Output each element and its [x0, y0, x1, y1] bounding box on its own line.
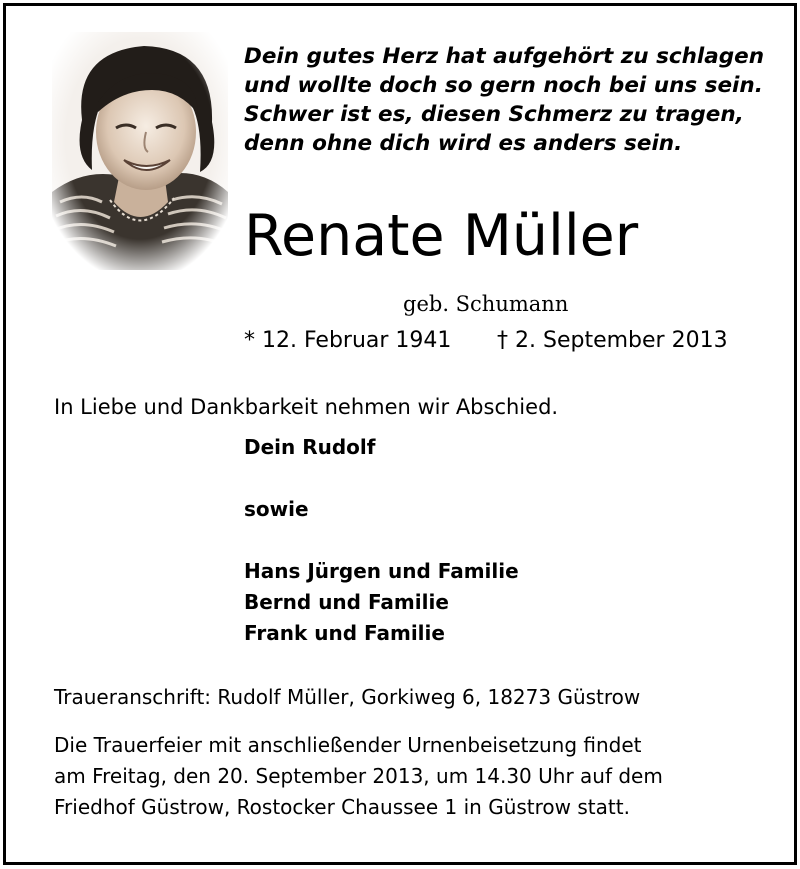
service-line: am Freitag, den 20. September 2013, um 14.30 Uhr auf dem: [54, 764, 663, 788]
mourner-spouse: Dein Rudolf: [244, 435, 376, 459]
death-date: † 2. September 2013: [497, 328, 728, 353]
service-line: Die Trauerfeier mit anschließender Urnenbeisetzung findet: [54, 733, 642, 757]
deceased-name: Renate Müller: [244, 203, 639, 269]
mourner-family: Bernd und Familie: [244, 590, 449, 614]
birth-name: geb. Schumann: [403, 292, 569, 316]
farewell-text: In Liebe und Dankbarkeit nehmen wir Abschied.: [54, 395, 559, 419]
portrait-icon: [52, 32, 228, 270]
funeral-service-info: [54, 730, 663, 823]
mourner-family: Frank und Familie: [244, 621, 445, 645]
birth-date: * 12. Februar 1941: [244, 328, 452, 353]
poem-line: denn ohne dich wird es anders sein.: [244, 131, 683, 156]
poem-line: und wollte doch so gern noch bei uns sein.: [244, 73, 763, 98]
poem-line: Dein gutes Herz hat aufgehört zu schlagen: [244, 44, 765, 69]
portrait-photo: [52, 32, 228, 270]
poem-line: Schwer ist es, diesen Schmerz zu tragen,: [244, 102, 744, 127]
mourner-connector: sowie: [244, 497, 309, 521]
mourner-family: Hans Jürgen und Familie: [244, 559, 519, 583]
mourners-list: [244, 432, 519, 649]
service-line: Friedhof Güstrow, Rostocker Chaussee 1 in Güstrow statt.: [54, 795, 630, 819]
mourning-address: Traueranschrift: Rudolf Müller, Gorkiweg 6, 18273 Güstrow: [54, 685, 641, 709]
poem: [244, 42, 764, 158]
